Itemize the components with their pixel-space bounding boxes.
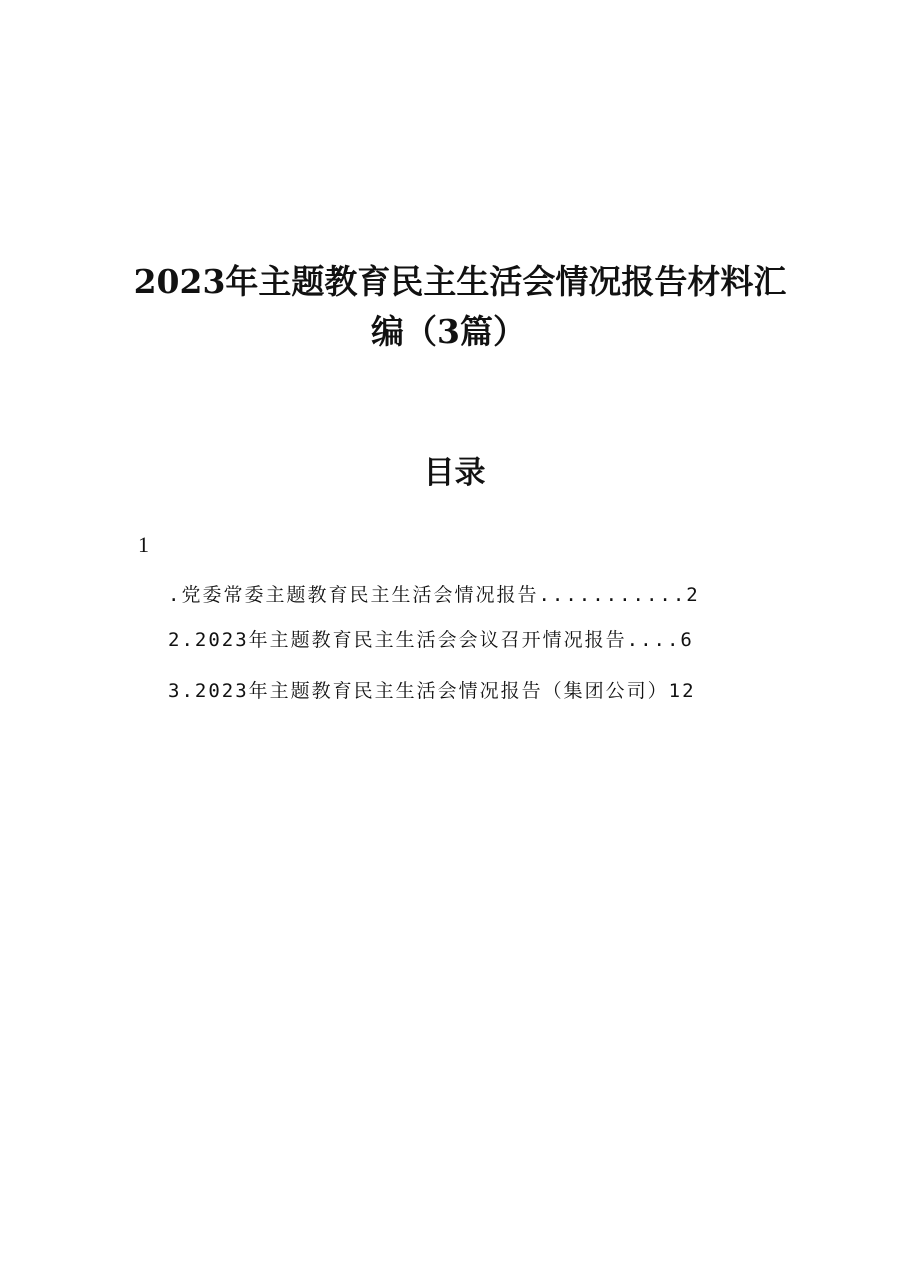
toc-entry[interactable]: 3.2023年主题教育民主生活会情况报告（集团公司）12 (168, 680, 696, 702)
document-title-line2: 编（3篇） (371, 312, 526, 351)
toc-entry[interactable]: 2.2023年主题教育民主生活会会议召开情况报告....6 (168, 629, 694, 651)
toc-entry-number: 1 (138, 532, 149, 557)
toc-entry[interactable]: .党委常委主题教育民主生活会情况报告...........2 (168, 584, 700, 606)
toc-heading: 目录 (423, 455, 486, 491)
document-title-line1: 2023年主题教育民主生活会情况报告材料汇 (133, 262, 787, 301)
